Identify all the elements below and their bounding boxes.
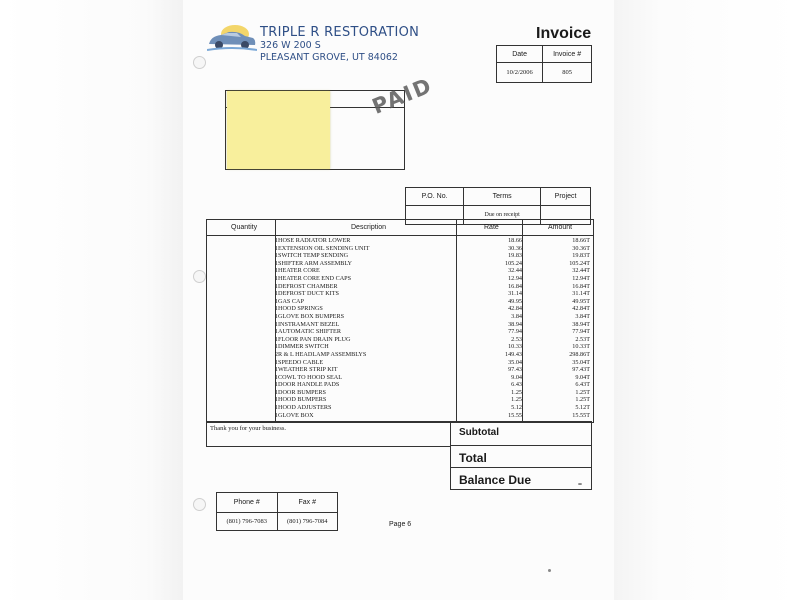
item-quantity: 1: [274, 388, 278, 396]
item-quantity: 2: [274, 350, 278, 358]
item-amount: 38.94T: [572, 320, 590, 328]
item-amount: 49.95T: [572, 297, 590, 305]
item-quantity: 1: [274, 312, 278, 320]
invoice-title: Invoice: [536, 25, 592, 42]
item-amount: 105.24T: [569, 259, 590, 267]
table-row: [207, 283, 593, 291]
table-row: [207, 374, 593, 382]
item-description: DOOR BUMPERS: [278, 388, 326, 396]
balance-due-label: Balance Due: [459, 473, 532, 487]
item-description: AUTOMATIC SHIFTER: [278, 328, 341, 336]
scan-speck: [548, 569, 551, 572]
table-row: [207, 351, 593, 359]
item-amount: 77.94T: [572, 328, 590, 336]
item-description: DEFROST DUCT KITS: [278, 290, 339, 298]
invoice-number-header: Invoice #: [543, 46, 592, 63]
item-rate: 149.43: [504, 350, 522, 358]
item-rate: 12.94: [508, 274, 522, 282]
scan-margin-right: [614, 0, 800, 600]
item-rate: 19.83: [508, 252, 522, 260]
table-row: [207, 343, 593, 351]
item-amount: 298.86T: [569, 350, 590, 358]
item-description: DIMMER SWITCH: [278, 343, 329, 351]
line-items-body: [207, 237, 593, 419]
item-amount: 5.12T: [575, 404, 590, 412]
item-amount: 6.43T: [575, 381, 590, 389]
company-address-line1: 326 W 200 S: [260, 40, 321, 51]
item-description: GLOVE BOX BUMPERS: [278, 312, 345, 320]
table-row: [207, 321, 593, 329]
item-rate: 97.43: [508, 366, 522, 374]
invoice-number: 805: [543, 63, 592, 83]
item-quantity: 1: [274, 335, 278, 343]
phone-number: (801) 796-7083: [217, 513, 278, 531]
item-description: DOOR HANDLE PADS: [278, 381, 340, 389]
table-row: [207, 381, 593, 389]
phone-header: Phone #: [217, 493, 278, 513]
item-rate: 6.43: [511, 381, 522, 389]
item-rate: 30.36: [508, 244, 522, 252]
terms-value: Due on receipt: [464, 206, 541, 225]
item-quantity: 1: [274, 290, 278, 298]
company-name: TRIPLE R RESTORATION: [260, 25, 420, 40]
item-description: SWITCH TEMP SENDING: [278, 252, 349, 260]
item-amount: 16.84T: [572, 282, 590, 290]
item-description: GLOVE BOX: [278, 411, 314, 419]
item-description: GAS CAP: [278, 297, 304, 305]
item-rate: 31.14: [508, 290, 522, 298]
table-row: [207, 366, 593, 374]
table-row: [207, 290, 593, 298]
item-description: HOSE RADIATOR LOWER: [278, 237, 351, 244]
line-items-table: [206, 219, 594, 423]
item-description: HEATER CORE: [278, 267, 320, 275]
item-quantity: 1: [274, 404, 278, 412]
table-row: [207, 313, 593, 321]
contact-table: [216, 492, 338, 531]
item-amount: 42.84T: [572, 305, 590, 313]
item-amount: 31.14T: [572, 290, 590, 298]
item-amount: 32.44T: [572, 267, 590, 275]
item-quantity: 1: [274, 297, 278, 305]
total-label: Total: [459, 451, 487, 465]
item-amount: 35.04T: [572, 358, 590, 366]
subtotal-row: [450, 421, 592, 446]
table-row: [207, 305, 593, 313]
item-rate: 10.33: [508, 343, 522, 351]
table-row: [207, 298, 593, 306]
line-items-header: [207, 220, 593, 236]
item-rate: 15.55: [508, 411, 522, 419]
item-description: HOOD SPRINGS: [278, 305, 323, 313]
po-header: P.O. No.: [406, 188, 464, 206]
table-row: [207, 237, 593, 245]
item-rate: 77.94: [508, 328, 522, 336]
subtotal-label: Subtotal: [459, 427, 499, 438]
item-rate: 2.53: [511, 335, 522, 343]
rate-header: Rate: [484, 224, 499, 231]
item-description: SPEEDO CABLE: [278, 358, 324, 366]
item-amount: 3.84T: [575, 312, 590, 320]
table-row: [207, 389, 593, 397]
table-row: [207, 336, 593, 344]
item-quantity: 1: [274, 267, 278, 275]
date-invoice-table: [496, 45, 592, 83]
scan-speck: [578, 483, 582, 485]
thank-you-note: Thank you for your business.: [210, 425, 287, 432]
item-description: HEATER CORE END CAPS: [278, 274, 352, 282]
total-row: [450, 446, 592, 468]
item-rate: 42.84: [508, 305, 522, 313]
item-description: FLOOR PAN DRAIN PLUG: [278, 335, 351, 343]
table-row: [207, 412, 593, 420]
table-row: [207, 245, 593, 253]
item-description: COWL TO HOOD SEAL: [278, 373, 342, 381]
item-amount: 10.33T: [572, 343, 590, 351]
item-quantity: 1: [274, 237, 278, 244]
item-rate: 1.25: [511, 388, 522, 396]
paid-stamp: PAID: [368, 73, 437, 119]
item-quantity: 1: [274, 259, 278, 267]
table-row: [207, 396, 593, 404]
item-amount: 30.36T: [572, 244, 590, 252]
item-rate: 18.66: [508, 237, 522, 244]
item-rate: 9.04: [511, 373, 522, 381]
table-row: [207, 359, 593, 367]
item-quantity: 1: [274, 411, 278, 419]
sticky-note: [227, 91, 330, 169]
item-quantity: 1: [274, 305, 278, 313]
item-quantity: 1: [274, 252, 278, 260]
table-row: [207, 328, 593, 336]
table-row: [207, 404, 593, 412]
item-amount: 12.94T: [572, 274, 590, 282]
fax-header: Fax #: [277, 493, 338, 513]
company-header: [260, 25, 419, 64]
item-description: R & L HEADLAMP ASSEMBLYS: [278, 350, 367, 358]
item-description: WEATHER STRIP KIT: [278, 366, 338, 374]
company-logo-icon: [207, 22, 257, 54]
item-amount: 1.25T: [575, 396, 590, 404]
item-quantity: 1: [274, 244, 278, 252]
punch-hole: [193, 270, 206, 283]
item-rate: 5.12: [511, 404, 522, 412]
item-quantity: 1: [274, 358, 278, 366]
item-quantity: 1: [274, 381, 278, 389]
item-quantity: 1: [274, 282, 278, 290]
item-rate: 32.44: [508, 267, 522, 275]
thank-you-box: [206, 421, 451, 447]
item-amount: 1.25T: [575, 388, 590, 396]
item-amount: 18.66T: [572, 237, 590, 244]
description-header: Description: [351, 224, 387, 231]
item-quantity: 1: [274, 373, 278, 381]
item-quantity: 1: [274, 396, 278, 404]
item-rate: 105.24: [504, 259, 522, 267]
amount-header: Amount: [548, 224, 573, 231]
item-description: SHIFTER ARM ASSEMBLY: [278, 259, 352, 267]
table-row: [207, 267, 593, 275]
item-quantity: 1: [274, 328, 278, 336]
scan-margin-left: [0, 0, 183, 600]
punch-hole: [193, 498, 206, 511]
item-description: HOOD ADJUSTERS: [278, 404, 332, 412]
balance-due-row: [450, 468, 592, 490]
item-quantity: 1: [274, 320, 278, 328]
item-rate: 16.84: [508, 282, 522, 290]
item-rate: 35.04: [508, 358, 522, 366]
quantity-header: Quantity: [231, 224, 258, 231]
item-quantity: 1: [274, 274, 278, 282]
item-description: EXTENSION OIL SENDING UNIT: [278, 244, 370, 252]
table-row: [207, 252, 593, 260]
invoice-date: 10/2/2006: [497, 63, 543, 83]
table-row: [207, 275, 593, 283]
item-description: HOOD BUMPERS: [278, 396, 327, 404]
date-header: Date: [497, 46, 543, 63]
item-rate: 1.25: [511, 396, 522, 404]
item-description: INSTRAMANT BEZEL: [278, 320, 340, 328]
item-quantity: 1: [274, 366, 278, 374]
item-rate: 3.84: [511, 312, 522, 320]
company-address-line2: PLEASANT GROVE, UT 84062: [260, 52, 398, 63]
item-rate: 49.95: [508, 297, 522, 305]
table-row: [207, 260, 593, 268]
totals-box: [450, 421, 592, 490]
fax-number: (801) 796-7084: [277, 513, 338, 531]
item-rate: 38.94: [508, 320, 522, 328]
item-amount: 15.55T: [572, 411, 590, 419]
project-header: Project: [541, 188, 591, 206]
item-quantity: 1: [274, 343, 278, 351]
item-amount: 97.43T: [572, 366, 590, 374]
punch-hole: [193, 56, 206, 69]
terms-header: Terms: [464, 188, 541, 206]
item-amount: 19.83T: [572, 252, 590, 260]
item-description: DEFROST CHAMBER: [278, 282, 338, 290]
item-amount: 9.04T: [575, 373, 590, 381]
item-amount: 2.53T: [575, 335, 590, 343]
page-number: Page 6: [389, 521, 412, 528]
